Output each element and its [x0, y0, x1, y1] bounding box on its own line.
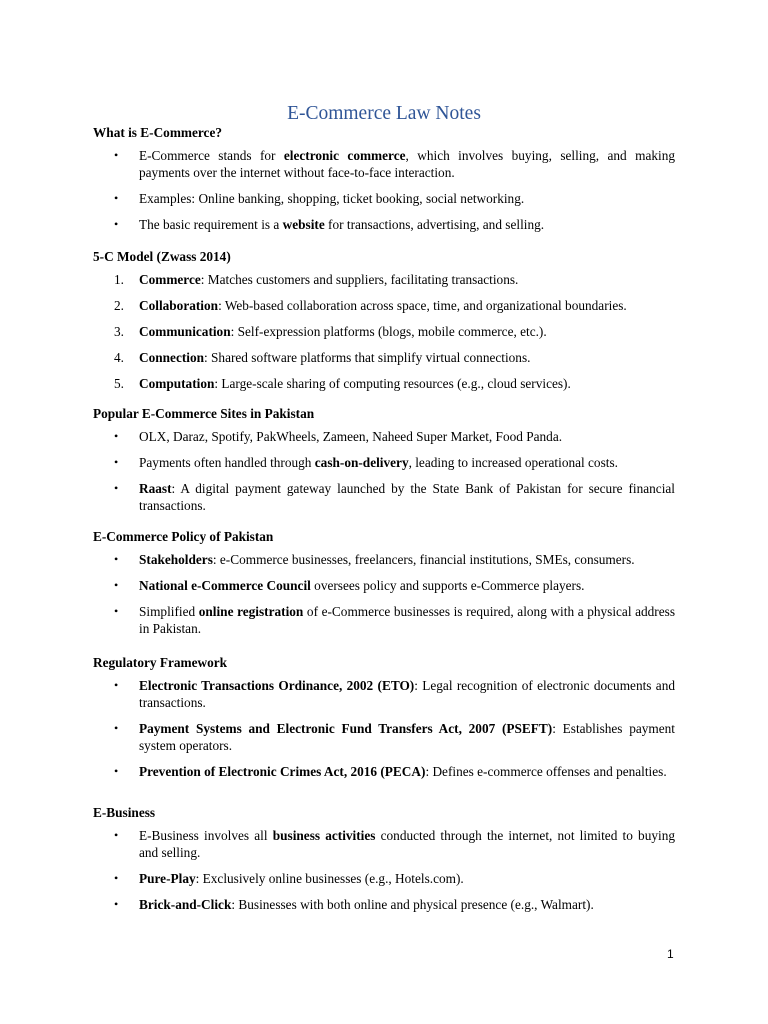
list-item: [93, 323, 675, 340]
body-text: : Web-based collaboration across space, time, and organizational boundaries.: [218, 298, 627, 313]
body-text: : A digital payment gateway launched by the State Bank of Pakistan for secure financial transactions.: [139, 481, 675, 513]
bold-text: Stakeholders: [139, 552, 213, 567]
body-text: conducted through the internet, not limited to buying and selling.: [139, 828, 675, 860]
bullet-list: [93, 551, 675, 637]
list-number: 2.: [114, 298, 124, 313]
document-title: E-Commerce Law Notes: [287, 103, 481, 124]
bold-text: Commerce: [139, 272, 201, 287]
bullet-marker: •: [114, 481, 119, 495]
section-heading: Popular E-Commerce Sites in Pakistan: [93, 406, 315, 421]
bullet-marker: •: [114, 455, 119, 469]
body-text: OLX, Daraz, Spotify, PakWheels, Zameen, Naheed Super Market, Food Panda.: [139, 429, 563, 444]
bullet-marker: •: [114, 764, 119, 778]
list-item: [93, 720, 675, 754]
list-item: [93, 190, 675, 207]
body-text: : e-Commerce businesses, freelancers, financial institutions, SMEs, consumers.: [212, 552, 635, 567]
bold-text: online registration: [198, 604, 304, 619]
bullet-marker: •: [114, 148, 119, 162]
list-item: [93, 297, 675, 314]
body-text: for transactions, advertising, and selling.: [324, 217, 545, 232]
bullet-marker: •: [114, 721, 119, 735]
numbered-list: [93, 271, 675, 392]
bold-text: Communication: [139, 324, 231, 339]
list-item: [93, 375, 675, 392]
list-number: 4.: [114, 350, 124, 365]
list-item: [93, 551, 675, 568]
section-heading: Regulatory Framework: [93, 655, 228, 670]
section-heading: What is E-Commerce?: [93, 125, 223, 140]
bullet-marker: •: [114, 897, 119, 911]
list-item: [93, 349, 675, 366]
bold-text: website: [282, 217, 325, 232]
list-item: [93, 603, 675, 637]
bold-text: Electronic Transactions Ordinance, 2002 (ETO): [139, 678, 415, 693]
bold-text: electronic commerce: [283, 148, 406, 163]
body-text: of e-Commerce businesses is required, along with a physical address in Pakistan.: [139, 604, 675, 636]
bold-text: business activities: [272, 828, 376, 843]
bold-text: Pure-Play: [139, 871, 196, 886]
bullet-marker: •: [114, 828, 119, 842]
body-text: : Businesses with both online and physical presence (e.g., Walmart).: [231, 897, 594, 912]
bold-text: Raast: [139, 481, 172, 496]
bold-text: Prevention of Electronic Crimes Act, 2016 (PECA): [139, 764, 426, 779]
bold-text: Computation: [139, 376, 215, 391]
bullet-marker: •: [114, 604, 119, 618]
body-text: Examples: Online banking, shopping, ticket booking, social networking.: [139, 191, 525, 206]
bullet-list: [93, 677, 675, 780]
body-text: Payments often handled through: [139, 455, 315, 470]
bullet-marker: •: [114, 552, 119, 566]
bullet-marker: •: [114, 578, 119, 592]
body-text: : Legal recognition of electronic documents and transactions.: [139, 678, 675, 710]
list-item: [93, 763, 675, 780]
list-number: 5.: [114, 376, 124, 391]
list-item: [93, 147, 675, 181]
bold-text: cash-on-delivery: [314, 455, 409, 470]
list-item: [93, 480, 675, 514]
bullet-marker: •: [114, 429, 119, 443]
body-text: : Defines e-commerce offenses and penalties.: [425, 764, 667, 779]
body-text: : Self-expression platforms (blogs, mobile commerce, etc.).: [230, 324, 547, 339]
bold-text: Payment Systems and Electronic Fund Transfers Act, 2007 (PSEFT): [139, 721, 553, 736]
bullet-marker: •: [114, 678, 119, 692]
body-text: : Exclusively online businesses (e.g., Hotels.com).: [195, 871, 464, 886]
list-item: [93, 216, 675, 233]
bullet-list: [93, 827, 675, 913]
list-item: [93, 827, 675, 861]
body-text: : Large-scale sharing of computing resources (e.g., cloud services).: [214, 376, 571, 391]
list-number: 1.: [114, 272, 124, 287]
list-item: [93, 677, 675, 711]
list-item: [93, 454, 675, 471]
body-text: E-Commerce stands for: [139, 148, 284, 163]
bullet-list: [93, 428, 675, 514]
bullet-marker: •: [114, 191, 119, 205]
body-text: , leading to increased operational costs.: [408, 455, 618, 470]
body-text: , which involves buying, selling, and making payments over the internet without face-to-face interaction.: [139, 148, 676, 180]
bold-text: Collaboration: [139, 298, 219, 313]
bullet-list: [93, 147, 675, 233]
body-text: The basic requirement is a: [139, 217, 283, 232]
body-text: : Matches customers and suppliers, facilitating transactions.: [200, 272, 519, 287]
list-item: [93, 577, 675, 594]
list-item: [93, 428, 675, 445]
section-heading: 5-C Model (Zwass 2014): [93, 249, 231, 264]
body-text: oversees policy and supports e-Commerce players.: [310, 578, 585, 593]
list-number: 3.: [114, 324, 124, 339]
body-text: E-Business involves all: [139, 828, 273, 843]
body-text: : Shared software platforms that simplify virtual connections.: [204, 350, 531, 365]
page-number: 1: [667, 947, 674, 961]
section-heading: E-Business: [93, 805, 156, 820]
body-text: : Establishes payment system operators.: [139, 721, 675, 753]
body-text: Simplified: [139, 604, 199, 619]
section-heading: E-Commerce Policy of Pakistan: [93, 529, 274, 544]
bullet-marker: •: [114, 217, 119, 231]
list-item: [93, 271, 675, 288]
list-item: [93, 870, 675, 887]
bullet-marker: •: [114, 871, 119, 885]
bold-text: National e-Commerce Council: [139, 578, 311, 593]
bold-text: Brick-and-Click: [139, 897, 232, 912]
bold-text: Connection: [139, 350, 205, 365]
list-item: [93, 896, 675, 913]
